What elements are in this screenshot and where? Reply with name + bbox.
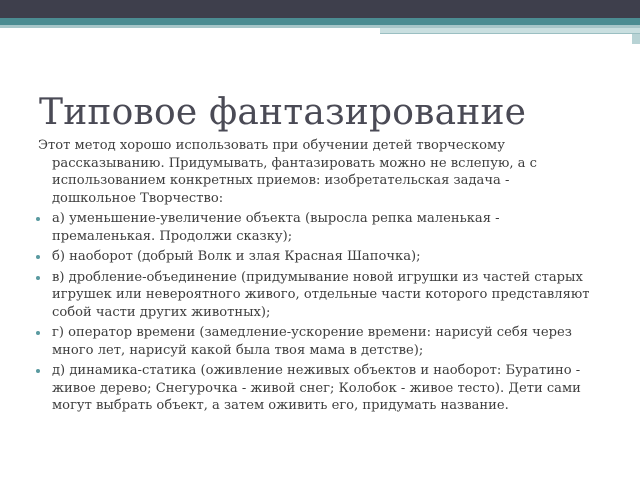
list-item-text: а) уменьшение-увеличение объекта (выросла репка маленькая - премаленькая. Продолжи сказку);	[52, 211, 500, 244]
bullet-icon	[36, 217, 40, 221]
list-item-text: д) динамика-статика (оживление неживых объектов и наоборот: Буратино - живое дерево; Снегурочка - живой снег; Колобок - живое тесто). Дети сами могут выбрать объект, а затем оживить его, придумать название.	[52, 363, 581, 413]
bullet-icon	[36, 255, 40, 259]
list-item	[30, 269, 590, 322]
intro-paragraph: Этот метод хорошо использовать при обучении детей творческому рассказыванию. Придумывать, фантазировать можно не вслепую, а с использованием конкретных приемов: изобретательская задача - дошкольное Творчество:	[38, 138, 537, 206]
list-item	[30, 210, 590, 245]
header-dark-band	[0, 0, 640, 18]
bullet-icon	[36, 276, 40, 280]
bullet-icon	[36, 331, 40, 335]
list-item-text: г) оператор времени (замедление-ускорение времени: нарисуй себя через много лет, нарисуй какой была твоя мама в детстве);	[52, 325, 572, 358]
list-item-text: в) дробление-объединение (придумывание новой игрушки из частей старых игрушек или невероятного живого, отдельные части которого представляют собой части других животных);	[52, 269, 590, 320]
list-item	[30, 324, 590, 359]
slide-body	[30, 137, 590, 418]
bullet-icon	[36, 369, 40, 373]
header-accent-tab	[632, 34, 640, 44]
list-item	[30, 248, 590, 266]
list-item-text: б) наоборот (добрый Волк и злая Красная Шапочка);	[52, 249, 421, 264]
list-item	[30, 362, 590, 415]
header-teal-band	[0, 18, 640, 25]
header-accent-line	[380, 33, 640, 34]
slide-title: Типовое фантазирование	[39, 92, 527, 133]
